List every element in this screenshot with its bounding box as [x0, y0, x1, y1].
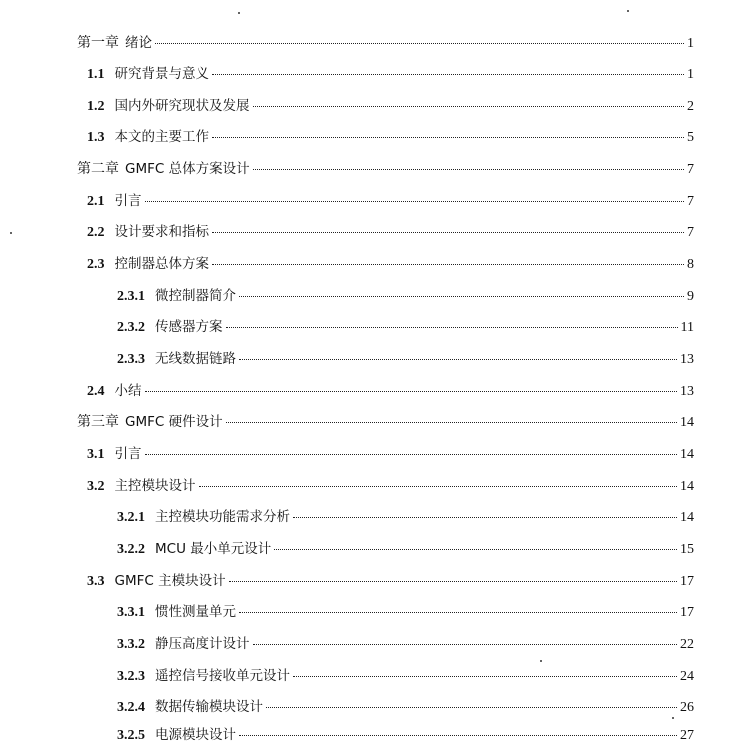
toc-entry-page: 5 [687, 130, 694, 145]
dot-leader [212, 264, 684, 265]
toc-entry-title: 设计要求和指标 [114, 224, 209, 240]
dot-leader [226, 422, 677, 423]
toc-entry-page: 7 [687, 162, 694, 177]
dot-leader [239, 612, 677, 613]
toc-entry-chapter-1[interactable] [77, 34, 694, 53]
toc-entry-page: 17 [680, 605, 694, 620]
toc-entry-title: 主控模块功能需求分析 [155, 509, 290, 525]
toc-entry-title: 惯性测量单元 [155, 604, 236, 620]
toc-entry-page: 1 [687, 67, 694, 82]
toc-entry-title: 本文的主要工作 [114, 129, 209, 145]
dot-leader [199, 486, 678, 487]
toc-entry-number: 2.3 [87, 257, 105, 272]
toc-entry-chapter-2[interactable] [77, 160, 694, 179]
toc-entry-page: 27 [680, 728, 694, 743]
toc-entry-title: 无线数据链路 [155, 351, 236, 367]
dot-leader [293, 517, 677, 518]
toc-entry-page: 14 [680, 479, 694, 494]
dot-leader [212, 74, 684, 75]
toc-entry-1-3[interactable] [87, 128, 694, 147]
toc-entry-title: MCU 最小单元设计 [155, 541, 272, 557]
toc-entry-title: 控制器总体方案 [114, 256, 209, 272]
dot-leader [253, 169, 684, 170]
toc-entry-title: 电源模块设计 [155, 727, 236, 743]
toc-entry-number: 第二章 [77, 162, 119, 177]
toc-entry-number: 2.4 [87, 384, 105, 399]
toc-entry-3-3-2[interactable] [117, 635, 694, 654]
toc-entry-page: 26 [680, 700, 694, 715]
toc-entry-title: 绪论 [125, 35, 152, 51]
toc-entry-2-4[interactable] [87, 382, 694, 401]
toc-entry-number: 2.3.3 [117, 352, 145, 367]
toc-entry-number: 1.2 [87, 99, 105, 114]
toc-entry-page: 22 [680, 637, 694, 652]
toc-entry-page: 1 [687, 36, 694, 51]
toc-entry-page: 11 [680, 320, 694, 335]
toc-entry-title: 传感器方案 [155, 319, 223, 335]
dot-leader [145, 454, 678, 455]
dot-leader [145, 391, 678, 392]
toc-entry-page: 13 [680, 352, 694, 367]
toc-entry-number: 2.3.2 [117, 320, 145, 335]
toc-entry-title: 引言 [114, 446, 142, 462]
toc-entry-number: 1.1 [87, 67, 105, 82]
dot-leader [145, 201, 685, 202]
toc-entry-title: GMFC 硬件设计 [125, 414, 223, 430]
toc-entry-number: 3.3.2 [117, 637, 145, 652]
dot-leader [239, 359, 677, 360]
toc-entry-3-2[interactable] [87, 477, 694, 496]
toc-entry-2-3[interactable] [87, 255, 694, 274]
toc-entry-number: 2.2 [87, 225, 105, 240]
toc-entry-title: 静压高度计设计 [155, 636, 250, 652]
toc-entry-title: GMFC 总体方案设计 [125, 161, 250, 177]
toc-entry-page: 7 [687, 225, 694, 240]
toc-entry-chapter-3[interactable] [77, 413, 694, 432]
toc-entry-page: 7 [687, 194, 694, 209]
scan-speck [10, 232, 12, 234]
dot-leader [212, 137, 684, 138]
scan-speck [540, 660, 542, 662]
toc-entry-3-3-1[interactable] [117, 603, 694, 622]
toc-entry-page: 14 [680, 510, 694, 525]
toc-entry-3-3[interactable] [87, 572, 694, 591]
toc-entry-number: 3.1 [87, 447, 105, 462]
toc-entry-2-1[interactable] [87, 192, 694, 211]
scan-speck [238, 12, 240, 14]
toc-entry-page: 14 [680, 447, 694, 462]
toc-entry-title: 国内外研究现状及发展 [114, 98, 250, 114]
toc-entry-number: 2.3.1 [117, 289, 145, 304]
toc-entry-2-3-3[interactable] [117, 350, 694, 369]
toc-entry-number: 3.3 [87, 574, 105, 589]
scan-speck [672, 717, 674, 719]
toc-entry-number: 2.1 [87, 194, 105, 209]
toc-entry-3-2-1[interactable] [117, 508, 694, 527]
toc-entry-page: 15 [680, 542, 694, 557]
toc-entry-title: 研究背景与意义 [114, 66, 209, 82]
dot-leader [229, 581, 677, 582]
toc-entry-page: 8 [687, 257, 694, 272]
toc-entry-number: 1.3 [87, 130, 105, 145]
dot-leader [239, 735, 677, 736]
toc-entry-2-3-2[interactable] [117, 318, 694, 337]
scan-speck [627, 10, 629, 12]
dot-leader [155, 43, 684, 44]
toc-entry-page: 13 [680, 384, 694, 399]
toc-entry-2-2[interactable] [87, 223, 694, 242]
toc-entry-number: 3.2.1 [117, 510, 145, 525]
toc-entry-title: 微控制器简介 [155, 288, 236, 304]
dot-leader [253, 644, 678, 645]
toc-entry-title: 遥控信号接收单元设计 [155, 668, 290, 684]
toc-entry-number: 3.2.2 [117, 542, 145, 557]
toc-entry-number: 第三章 [77, 415, 119, 430]
toc-entry-number: 3.2.5 [117, 728, 145, 743]
toc-entry-page: 2 [687, 99, 694, 114]
toc-entry-page: 17 [680, 574, 694, 589]
dot-leader [212, 232, 684, 233]
toc-entry-1-1[interactable] [87, 65, 694, 84]
toc-entry-number: 3.2 [87, 479, 105, 494]
toc-entry-title: 主控模块设计 [114, 478, 196, 494]
toc-entry-3-2-3[interactable] [117, 667, 694, 686]
toc-entry-3-2-4[interactable] [117, 698, 694, 717]
toc-entry-2-3-1[interactable] [117, 287, 694, 306]
dot-leader [239, 296, 684, 297]
dot-leader [266, 707, 677, 708]
toc-entry-title: 引言 [114, 193, 142, 209]
toc-entry-page: 9 [687, 289, 694, 304]
dot-leader [253, 106, 685, 107]
dot-leader [293, 676, 677, 677]
dot-leader [226, 327, 678, 328]
toc-entry-number: 3.2.4 [117, 700, 145, 715]
toc-entry-title: 数据传输模块设计 [155, 699, 263, 715]
toc-entry-page: 24 [680, 669, 694, 684]
toc-entry-3-2-2[interactable] [117, 540, 694, 559]
toc-entry-3-2-5[interactable] [117, 726, 694, 745]
toc-entry-number: 3.3.1 [117, 605, 145, 620]
toc-entry-title: GMFC 主模块设计 [114, 573, 226, 589]
toc-entry-number: 第一章 [77, 36, 119, 51]
toc-entry-1-2[interactable] [87, 97, 694, 116]
toc-entry-page: 14 [680, 415, 694, 430]
toc-entry-3-1[interactable] [87, 445, 694, 464]
toc-entry-number: 3.2.3 [117, 669, 145, 684]
dot-leader [274, 549, 677, 550]
toc-entry-title: 小结 [114, 383, 142, 399]
